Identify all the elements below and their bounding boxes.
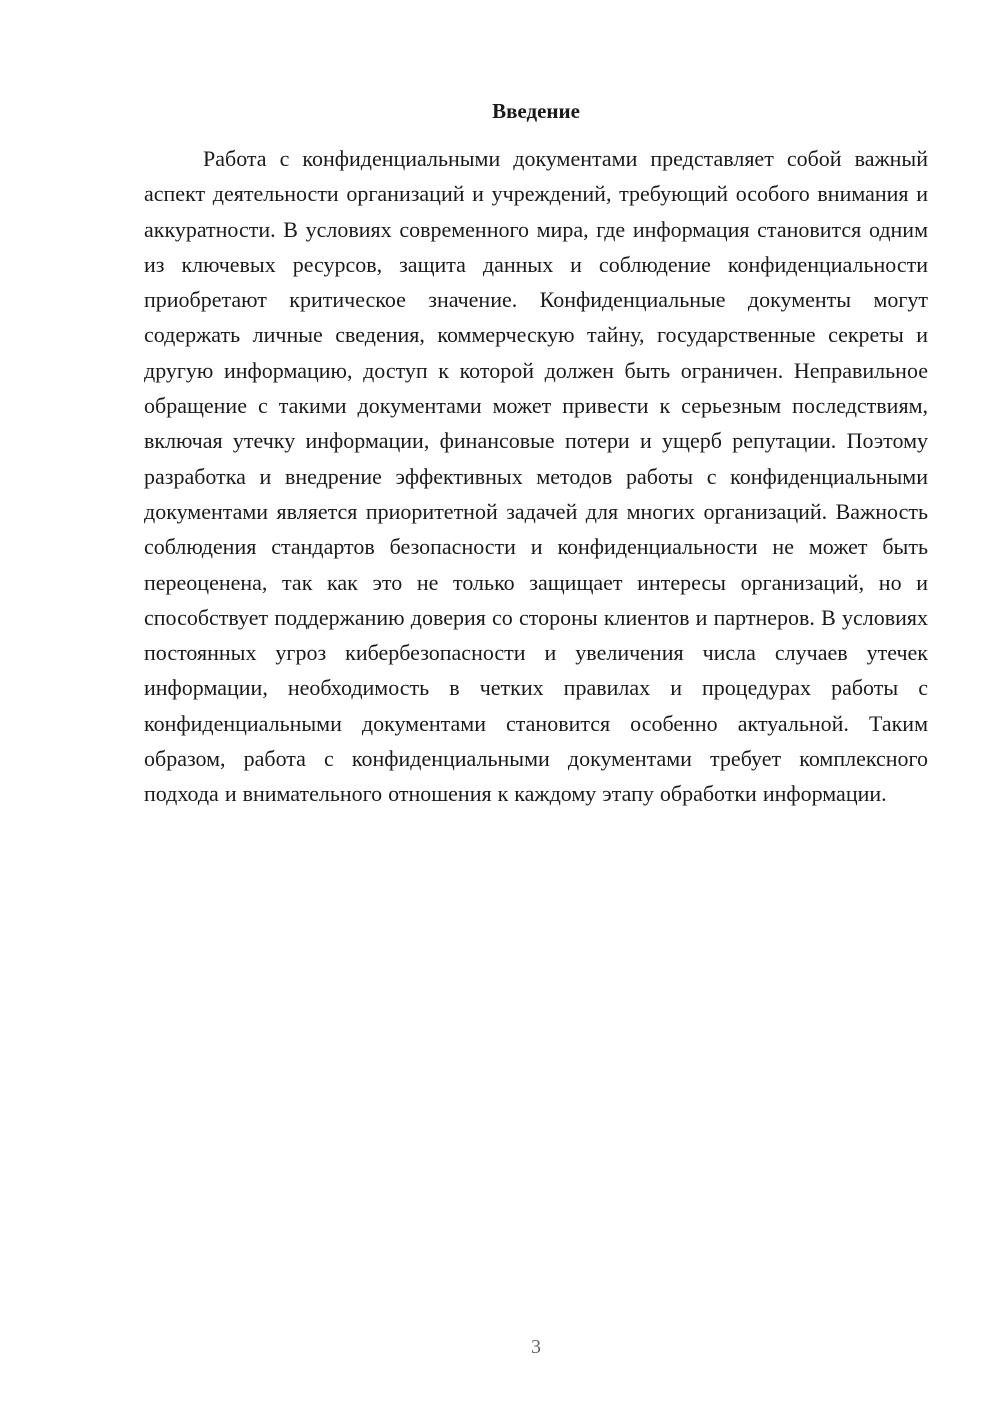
page-number: 3 [531,1336,541,1358]
body-paragraph: Работа с конфиденциальными документами представляет собой важный аспект деятельности организаций и учреждений, требующий особого внимания и аккуратности. В условиях современного мира, где информация становится одним из ключевых ресурсов, защита данных и соблюдение конфиденциальности приобретают критическое значение. Конфиденциальные документы могут содержать личные сведения, коммерческую тайну, государственные секреты и другую информацию, доступ к которой должен быть ограничен. Неправильное обращение с такими документами может привести к серьезным последствиям, включая утечку информации, финансовые потери и ущерб репутации. Поэтому разработка и внедрение эффективных методов работы с конфиденциальными документами является приоритетной задачей для многих организаций. Важность соблюдения стандартов безопасности и конфиденциальности не может быть переоценена, так как это не только защищает интересы организаций, но и способствует поддержанию доверия со стороны клиентов и партнеров. В условиях постоянных угроз кибербезопасности и увеличения числа случаев утечек информации, необходимость в четких правилах и процедурах работы с конфиденциальными документами становится особенно актуальной. Таким образом, работа с конфиденциальными документами требует комплексного подхода и внимательного отношения к каждому этапу обработки информации. [144,146,928,807]
page-title: Введение [492,99,580,123]
